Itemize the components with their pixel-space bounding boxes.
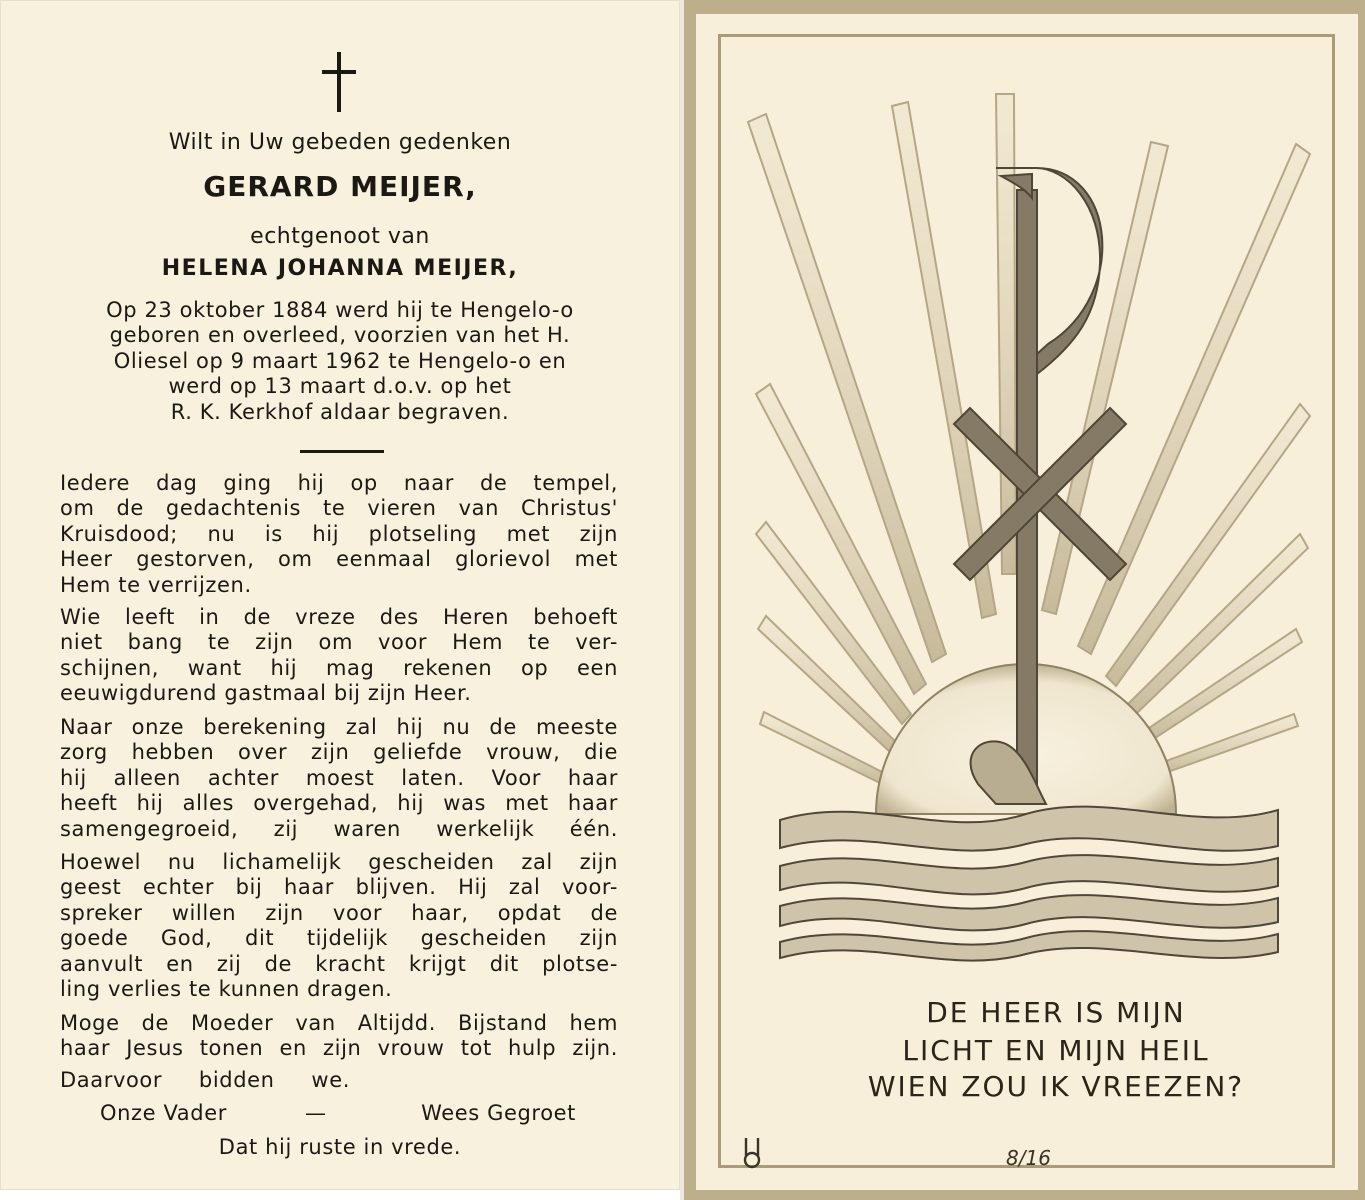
paragraph-line: aanvult en zij de kracht krijgt dit plotse- bbox=[60, 951, 618, 976]
water-waves bbox=[780, 807, 1278, 961]
paragraph-line: samengegroeid, zij waren werkelijk één. bbox=[60, 816, 618, 841]
spouse-name: HELENA JOHANNA MEIJER, bbox=[161, 256, 519, 281]
closing-line: Dat hij ruste in vrede. bbox=[218, 1135, 462, 1159]
paragraph-line: niet bang te zijn om voor Hem te ver- bbox=[60, 630, 618, 655]
paragraph-line: goede God, dit tijdelijk gescheiden zijn bbox=[60, 926, 618, 951]
paragraph bbox=[60, 471, 618, 598]
bio-line: R. K. Kerkhof aldaar begraven. bbox=[170, 399, 510, 424]
memorial-text-card bbox=[0, 0, 680, 1190]
paragraph bbox=[60, 1068, 618, 1093]
paragraph-line: Daarvoor bidden we. bbox=[60, 1068, 350, 1092]
paragraph-line: Kruisdood; nu is hij plotseling met zijn bbox=[60, 521, 618, 546]
paragraph-line: spreker willen zijn voor haar, opdat de bbox=[60, 900, 618, 925]
paragraph-line: ling verlies te kunnen dragen. bbox=[60, 977, 393, 1002]
paragraph bbox=[60, 605, 618, 707]
paragraph-line: Wie leeft in de vreze des Heren behoeft bbox=[60, 605, 618, 629]
spouse-label: echtgenoot van bbox=[250, 224, 430, 249]
paragraph-line: eeuwigdurend gastmaal bij zijn Heer. bbox=[60, 681, 472, 706]
paragraph bbox=[60, 715, 618, 842]
cross-icon bbox=[322, 52, 356, 112]
paragraph-line: heeft hij alles overgehad, hij was met haar bbox=[60, 791, 618, 816]
card-face bbox=[696, 14, 1358, 1190]
bio-line: Oliesel op 9 maart 1962 te Hengelo-o en bbox=[113, 348, 567, 373]
bio-line: geboren en overleed, voorzien van het H. bbox=[109, 323, 571, 348]
paragraph-line: Naar onze berekening zal hij nu de meeste bbox=[60, 715, 618, 739]
paragraph bbox=[60, 1011, 618, 1062]
paragraph-line: haar Jesus tonen en zijn vrouw tot hulp zijn. bbox=[60, 1036, 618, 1061]
prayer-right: Wees Gegroet bbox=[421, 1101, 576, 1125]
bio-line: Op 23 oktober 1884 werd hij te Hengelo-o bbox=[106, 298, 574, 322]
deceased-name: GERARD MEIJER, bbox=[203, 170, 477, 203]
divider-rule bbox=[300, 450, 384, 453]
paragraph-line: om de gedachtenis te vieren van Christus' bbox=[60, 496, 618, 521]
biography bbox=[60, 298, 620, 425]
motto-line: WIEN ZOU IK VREEZEN? bbox=[867, 1070, 1245, 1103]
publisher-monogram-icon bbox=[740, 1136, 768, 1170]
paragraph bbox=[60, 850, 618, 1002]
paragraph-line: Hem te verrijzen. bbox=[60, 572, 252, 597]
paragraph-line: geest echter bij haar blijven. Hij zal voor- bbox=[60, 875, 618, 900]
intro-line: Wilt in Uw gebeden gedenken bbox=[168, 130, 512, 155]
paragraph-line: Iedere dag ging hij op naar de tempel, bbox=[60, 471, 618, 495]
illustration-card bbox=[684, 0, 1365, 1200]
prayer-separator: — bbox=[305, 1101, 327, 1125]
paragraph-line: zorg hebben over zijn geliefde vrouw, die bbox=[60, 740, 618, 765]
paragraph-line: hij alleen achter moest laten. Voor haar bbox=[60, 765, 618, 790]
motto-line: LICHT EN MIJN HEIL bbox=[902, 1034, 1210, 1067]
paragraph-line: Hoewel nu lichamelijk gescheiden zal zijn bbox=[60, 850, 618, 874]
motto-line: DE HEER IS MIJN bbox=[926, 996, 1186, 1029]
bio-line: werd op 13 maart d.o.v. op het bbox=[168, 374, 512, 399]
prayer-line bbox=[100, 1101, 576, 1129]
prayer-left: Onze Vader bbox=[100, 1101, 227, 1125]
card-code: 8/16 bbox=[1006, 1146, 1051, 1170]
paragraph-line: Moge de Moeder van Altijdd. Bijstand hem bbox=[60, 1011, 618, 1035]
paragraph-line: Heer gestorven, om eenmaal glorievol met bbox=[60, 547, 618, 572]
paragraph-line: schijnen, want hij mag rekenen op een bbox=[60, 655, 618, 680]
